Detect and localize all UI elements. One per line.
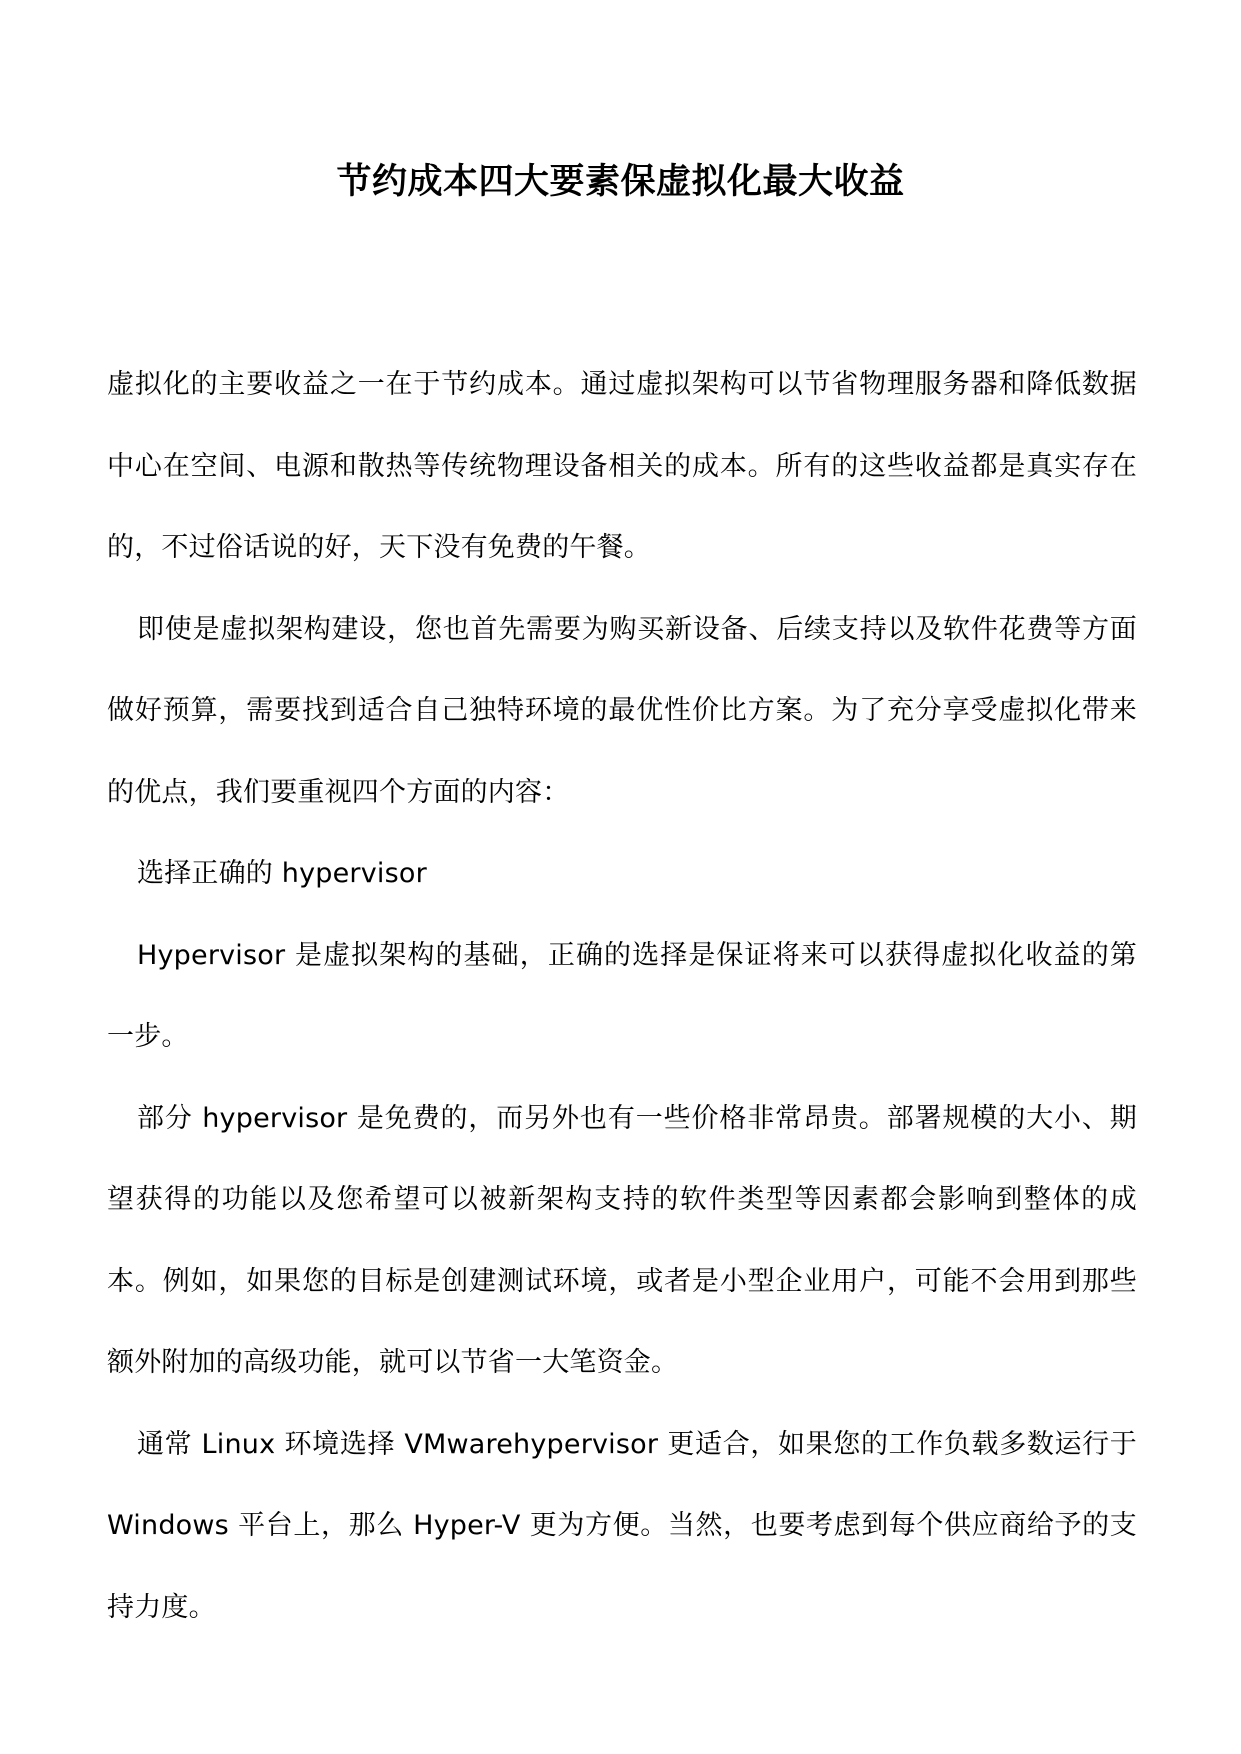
- paragraph: 部分 hypervisor 是免费的，而另外也有一些价格非常昂贵。部署规模的大小、期望获得的功能以及您希望可以被新架构支持的软件类型等因素都会影响到整体的成本。例如，如果您的目标是创建测试环境，或者是小型企业用户，可能不会用到那些额外附加的高级功能，就可以节省一大笔资金。: [107, 1102, 1137, 1378]
- paragraph: Hypervisor 是虚拟架构的基础，正确的选择是保证将来可以获得虚拟化收益的第一步。: [107, 939, 1137, 1052]
- section-heading: 选择正确的 hypervisor: [137, 858, 427, 889]
- paragraph: 虚拟化的主要收益之一在于节约成本。通过虚拟架构可以节省物理服务器和降低数据中心在空间、电源和散热等传统物理设备相关的成本。所有的这些收益都是真实存在的，不过俗话说的好，天下没有免费的午餐。: [107, 369, 1137, 563]
- document-title: 节约成本四大要素保虚拟化最大收益: [336, 161, 905, 202]
- paragraph: 通常 Linux 环境选择 VMwarehypervisor 更适合，如果您的工作负载多数运行于 Windows 平台上，那么 Hyper-V 更为方便。当然，也要考虑到每个供应商给予的支持力度。: [107, 1428, 1137, 1623]
- paragraph: 即使是虚拟架构建设，您也首先需要为购买新设备、后续支持以及软件花费等方面做好预算，需要找到适合自己独特环境的最优性价比方案。为了充分享受虚拟化带来的优点，我们要重视四个方面的内容：: [107, 613, 1137, 808]
- document-body: [107, 344, 1137, 1648]
